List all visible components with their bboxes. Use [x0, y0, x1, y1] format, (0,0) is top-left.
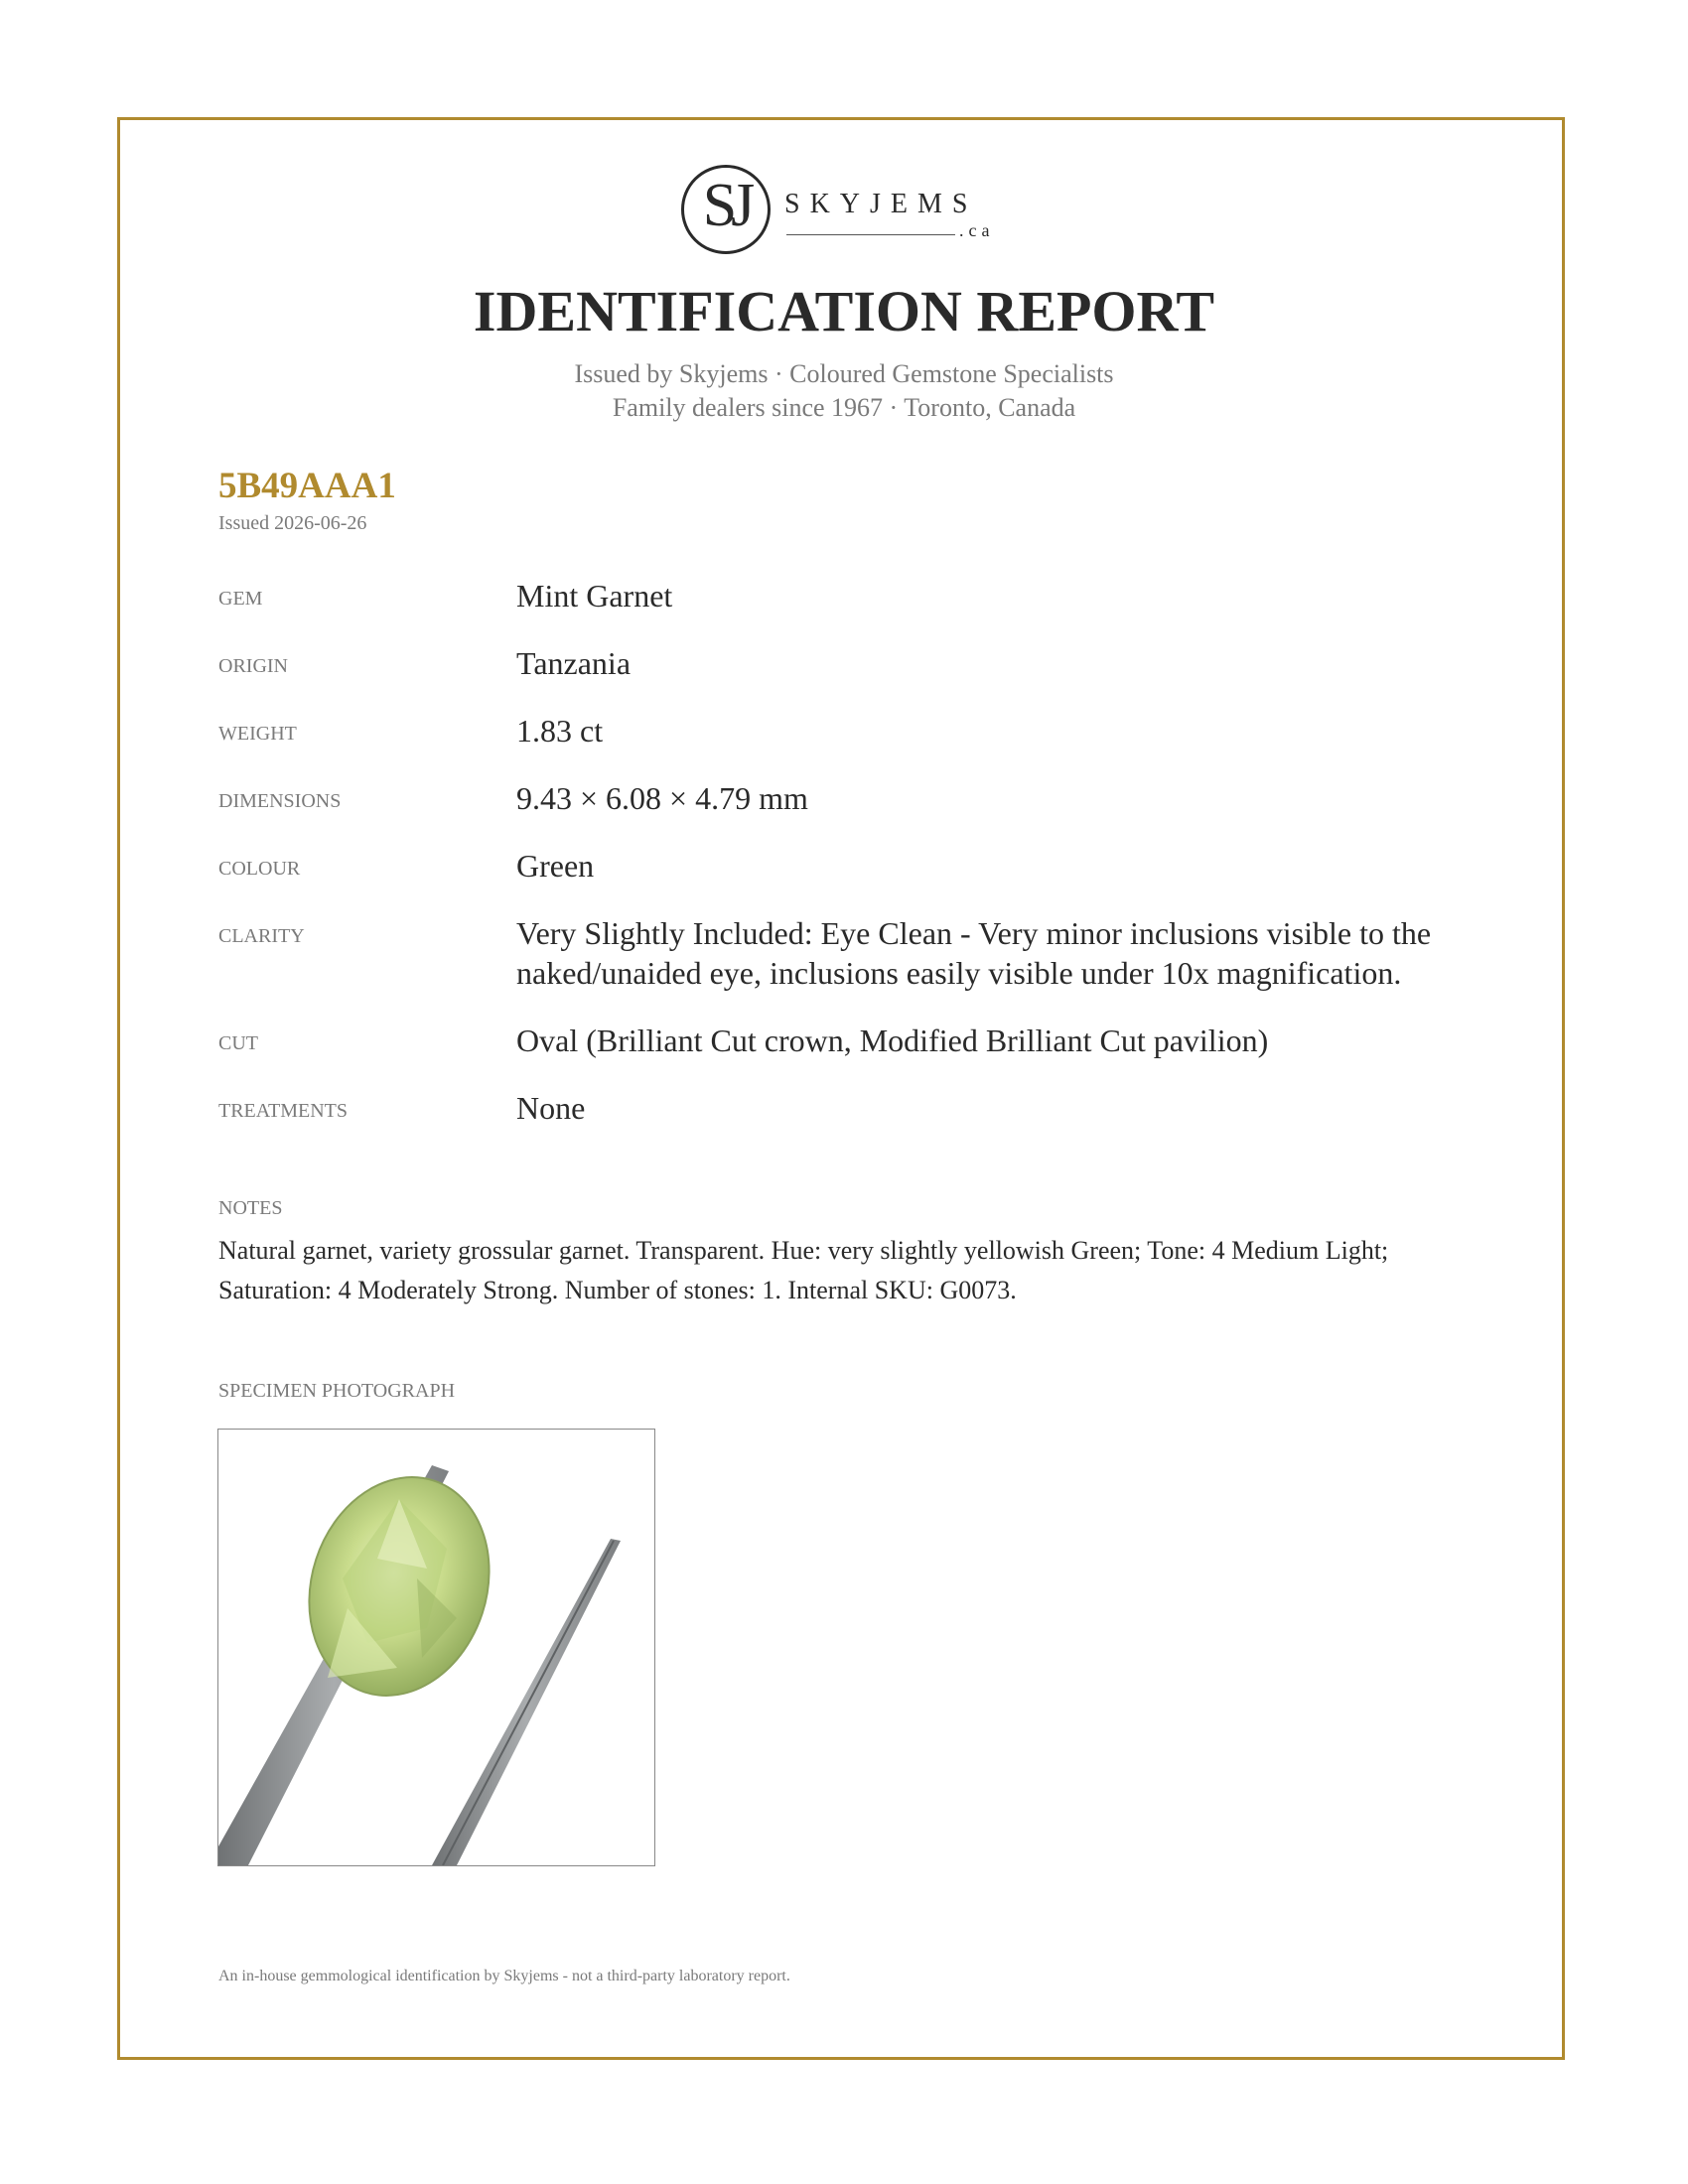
notes-text: Natural garnet, variety grossular garnet. Transparent. Hue: very slightly yellowish Green; Tone: 4 Medium Light; Saturation: 4 Moderately Strong. Number of stones: 1. Internal SKU: G0073. — [218, 1236, 1389, 1304]
photo-label: SPECIMEN PHOTOGRAPH — [218, 1380, 456, 1402]
dealer-line: Family dealers since 1967 · Toronto, Canada — [612, 393, 1076, 422]
field-value: None — [516, 1090, 586, 1126]
field-value: Very Slightly Included: Eye Clean - Very minor inclusions visible to the naked/unaided eye, inclusions easily visible under 10x magnification. — [516, 915, 1432, 991]
field-list — [218, 576, 1509, 1156]
field-label: CLARITY — [218, 925, 305, 947]
field-row-weight — [218, 711, 1509, 778]
specimen-photograph — [217, 1429, 655, 1866]
field-row-colour — [218, 846, 1509, 913]
field-label: CUT — [218, 1032, 258, 1054]
field-label: ORIGIN — [218, 655, 288, 677]
logo-wordmark: SKYJEMS — [784, 189, 978, 219]
field-value: Mint Garnet — [516, 578, 673, 614]
disclaimer-footer: An in-house gemmological identification by Skyjems - not a third-party laboratory report. — [218, 1968, 790, 1984]
field-label: DIMENSIONS — [218, 790, 342, 812]
logo-monogram: SJ — [702, 172, 750, 239]
gemstone-in-tweezers-image — [218, 1430, 654, 1865]
field-row-cut — [218, 1021, 1509, 1088]
field-value: 9.43 × 6.08 × 4.79 mm — [516, 780, 808, 816]
field-row-clarity — [218, 913, 1509, 1021]
field-row-gem — [218, 576, 1509, 643]
skyjems-logo — [681, 165, 1009, 264]
notes-label: NOTES — [218, 1197, 283, 1219]
field-label: COLOUR — [218, 858, 301, 880]
field-row-dimensions — [218, 778, 1509, 846]
logo-rule — [786, 234, 955, 235]
report-title: IDENTIFICATION REPORT — [473, 279, 1215, 343]
issue-date: Issued 2026-06-26 — [218, 512, 367, 534]
field-value: Oval (Brilliant Cut crown, Modified Brilliant Cut pavilion) — [516, 1023, 1269, 1058]
field-value: Tanzania — [516, 645, 632, 681]
issuer-line: Issued by Skyjems · Coloured Gemstone Specialists — [574, 359, 1114, 388]
field-value: 1.83 ct — [516, 713, 604, 749]
field-label: WEIGHT — [218, 723, 297, 745]
report-reference: 5B49AAA1 — [218, 466, 396, 506]
field-row-origin — [218, 643, 1509, 711]
field-value: Green — [516, 848, 595, 884]
field-label: GEM — [218, 588, 263, 610]
logo-domain-suffix: .ca — [959, 220, 995, 240]
field-label: TREATMENTS — [218, 1100, 348, 1122]
field-row-treatments — [218, 1088, 1509, 1156]
